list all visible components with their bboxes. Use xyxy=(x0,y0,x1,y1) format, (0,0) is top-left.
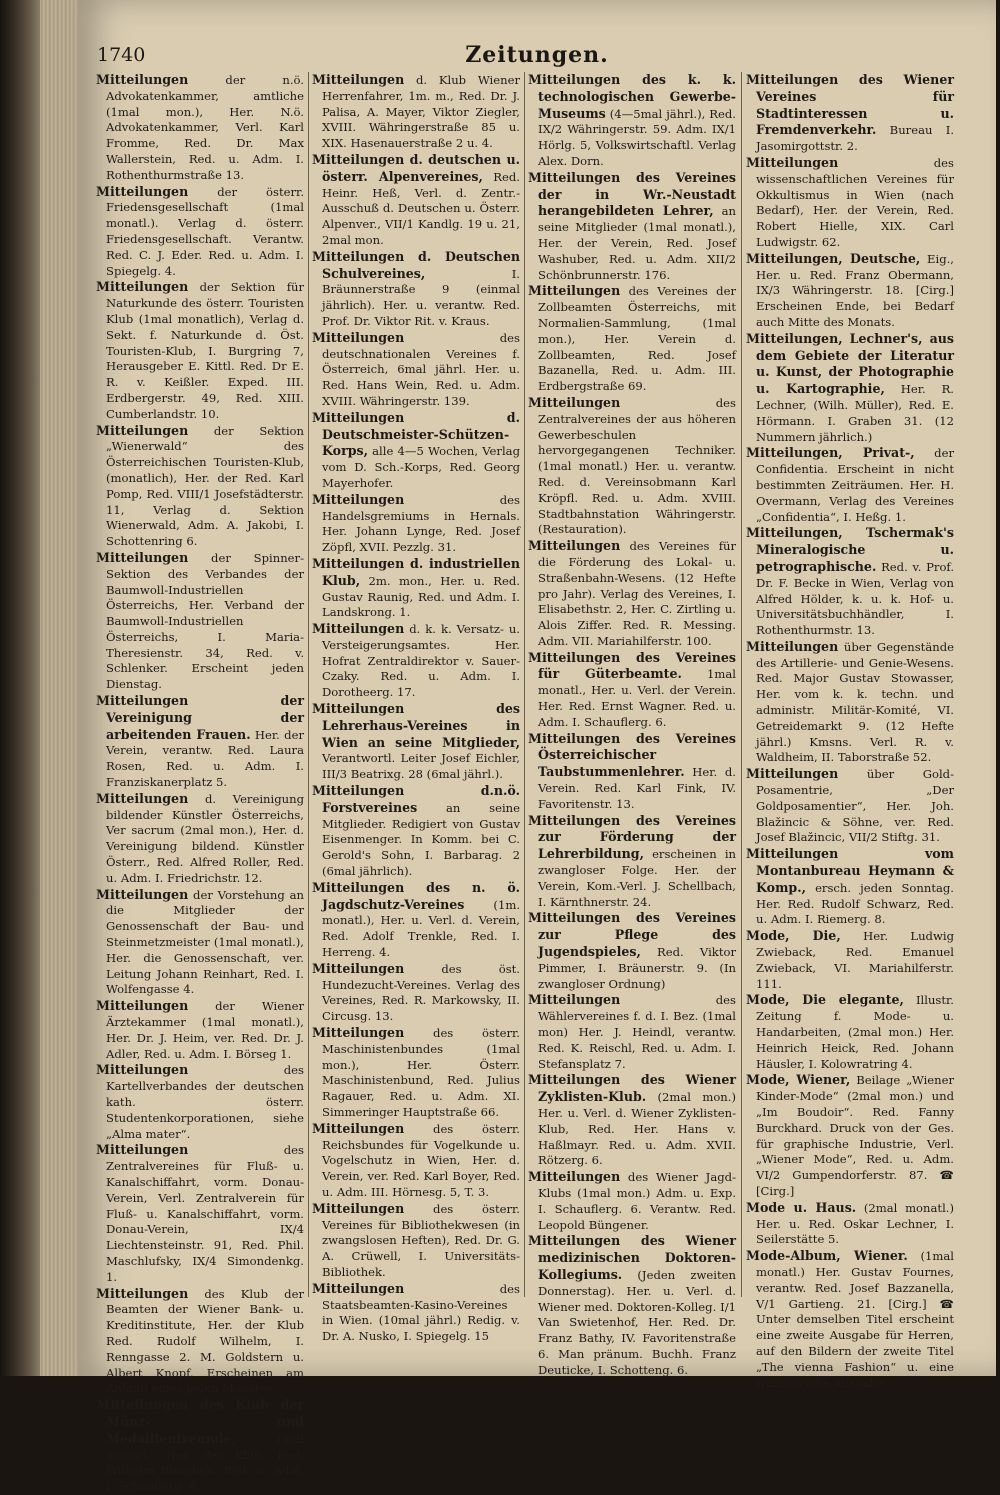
book-binding xyxy=(0,0,40,1376)
entry-heading: Mitteilungen xyxy=(96,1142,189,1158)
directory-entry xyxy=(312,410,520,492)
entry-text: der Spinner-Sektion des Verbandes der Baumwoll-Industriellen Österreichs, Her. Verband der Baumwoll-Industriellen Österreichs, I. Maria-Theresienstr. 34, Red. v. Schlenker. Erscheint jeden Dienstag. xyxy=(106,550,304,692)
directory-entry xyxy=(312,880,520,961)
entry-text: Illustr. Zeitung f. Mode- u. Handarbeiten, (2mal mon.) Her. Heinrich Heick, Red. Johann Häusler, I. Kolowratring 4. xyxy=(756,993,954,1071)
directory-entry xyxy=(528,992,736,1072)
column-rule xyxy=(741,72,742,1297)
directory-entry xyxy=(528,910,736,992)
entry-heading: Mitteilungen des Klub der Münz- und Medaillenfreunde, xyxy=(96,1397,304,1446)
directory-entry xyxy=(312,1121,520,1201)
entry-text: des Kartellverbandes der deutschen kath. österr. Studentenkorporationen, siehe „Alma mater“. xyxy=(106,1063,304,1141)
directory-entry xyxy=(312,1281,520,1345)
entry-heading: Mitteilungen xyxy=(96,72,189,87)
entry-text: 1mal monatl., Her. der Klub, Red. Wilhelm Blaschek, Red. u. Adm. I. Schauflerg. 6. xyxy=(106,1431,304,1494)
entry-heading: Mitteilungen xyxy=(96,886,189,902)
directory-entry xyxy=(312,492,520,556)
entry-heading: Mitteilungen des Vereines für Güterbeamte. xyxy=(528,649,736,682)
entry-heading: Mode-Album, Wiener. xyxy=(746,1248,908,1264)
entry-heading: Mitteilungen des Lehrerhaus-Vereines in Wien an seine Mitglieder, xyxy=(312,701,520,750)
entry-text: des Staatsbeamten-Kasino-Vereines in Wien. (10mal jährl.) Redig. v. Dr. A. Nusko, I. Spiegelg. 15 xyxy=(322,1281,520,1344)
entry-text: des Vereines der Zollbeamten Österreichs, mit Normalien-Sammlung, (1mal mon.), Her. Verein d. Zollbeamten, Red. Josef Bazanella, Red. u. Adm. III. Erdbergstraße 69. xyxy=(538,284,736,394)
entry-heading: Mitteilungen xyxy=(96,183,189,199)
page-number: 1740 xyxy=(97,44,146,66)
entry-heading: Mitteilungen xyxy=(96,1285,189,1301)
directory-entry xyxy=(96,1286,304,1398)
directory-entry xyxy=(312,1025,520,1121)
entry-heading: Mitteilungen des k. k. technologischen Gewerbe-Museums xyxy=(528,72,736,121)
directory-entry xyxy=(528,395,736,538)
entry-heading: Mitteilungen xyxy=(312,1200,405,1216)
entry-text: d. Vereinigung bildender Künstler Österreichs, Ver sacrum (2mal mon.), Her. d. Vereinigung bildend. Künstler Österr., Red. Alfred Roller, Red. u. Adm. I. Friedrichstr. 12. xyxy=(106,791,304,885)
entry-heading: Mitteilungen des Vereines Österreichischer Taubstummenlehrer. xyxy=(528,730,736,780)
directory-entry xyxy=(96,693,304,791)
entry-heading: Mitteilungen xyxy=(528,394,621,410)
entry-heading: Mitteilungen xyxy=(528,538,621,554)
entry-heading: Mitteilungen d. deutschen u. österr. Alpenvereines, xyxy=(312,151,520,184)
entry-heading: Mitteilungen xyxy=(528,992,621,1008)
entry-heading: Mitteilungen xyxy=(312,329,405,345)
entry-text: Beilage „Wiener Kinder-Mode“ (2mal mon.) und „Im Boudoir“. Red. Fanny Burckhard. Druck von der Ges. für graphische Industrie, Verl. „Wiener Mode“, Red. u. Adm. VI/2 Gumpendorferstr. 87. ☎ [Cirg.] xyxy=(756,1073,955,1198)
directory-entry xyxy=(312,72,520,152)
entry-heading: Mitteilungen der Vereinigung der arbeitenden Frauen. xyxy=(96,693,304,742)
entry-text: 2m. mon., Her. u. Red. Gustav Raunig, Red. und Adm. I. Landskrong. 1. xyxy=(322,573,520,620)
entry-text: des wissenschaftlichen Vereines für Okkultismus in Wien (nach Bedarf), Her. der Verein, Red. Robert Hielle, XIX. Carl Ludwigstr. 62. xyxy=(756,155,954,249)
entry-text: des öst. Hundezucht-Vereines. Verlag des Vereines, Red. R. Markowsky, II. Circusg. 13. xyxy=(322,961,520,1024)
directory-entry xyxy=(312,556,520,621)
entry-text: an seine Mitglieder. Redigiert von Gustav Eisenmenger. In Komm. bei C. Gerold's Sohn, I. Barbarag. 2 (6mal jährlich). xyxy=(322,800,520,879)
directory-entry xyxy=(746,766,954,846)
entry-heading: Mitteilungen vom Montanbureau Heymann & Komp., xyxy=(746,846,954,895)
entry-text: (1m. monatl.), Her. u. Verl. d. Verein, Red. Adolf Trenkle, Red. I. Herreng. 4. xyxy=(322,897,520,960)
directory-entry xyxy=(312,1201,520,1281)
entry-heading: Mitteilungen xyxy=(96,790,189,806)
entry-text: der n.ö. Advokatenkammer, amtliche (1mal mon.), Her. N.ö. Advokatenkammer, Verl. Karl Fromme, Red. Dr. Max Wallerstein, Red. u. Adm. I. Rothenthurmstraße 13. xyxy=(106,73,304,182)
directory-entry xyxy=(746,251,954,331)
entry-heading: Mitteilungen xyxy=(96,998,189,1014)
entry-heading: Mitteilungen des Vereines zur Förderung der Lehrerbildung, xyxy=(528,812,736,862)
directory-entry xyxy=(746,992,954,1072)
entry-text: 1mal monatl., Her. u. Verl. der Verein. Her. Red. Ernst Wagner. Red. u. Adm. I. Schauflerg. 6. xyxy=(538,667,736,729)
directory-entry xyxy=(96,72,304,184)
directory-entry xyxy=(528,813,736,911)
entry-text: der Vorstehung an die Mitglieder der Genossenschaft der Bau- und Steinmetzmeister (1mal monatl.), Her. die Genossenschaft, ver. Leitung Johann Reinhart, Red. I. Wolfengasse 4. xyxy=(106,887,304,997)
directory-entry xyxy=(746,72,954,155)
column-2 xyxy=(312,72,520,1344)
directory-entry xyxy=(528,1169,736,1233)
entry-text: Red. v. Prof. Dr. F. Becke in Wien, Verlag von Alfred Hölder, k. u. k. Hof- u. Universitätsbuchhändler, I. Rothenthurmstr. 13. xyxy=(756,559,954,638)
entry-heading: Mitteilungen xyxy=(312,1280,405,1296)
directory-entry xyxy=(312,783,520,880)
entry-heading: Mitteilungen xyxy=(96,422,189,438)
entry-heading: Mitteilungen, Deutsche, xyxy=(746,250,921,266)
directory-entry xyxy=(528,1072,736,1169)
directory-entry xyxy=(312,701,520,783)
entry-heading: Mitteilungen xyxy=(312,1025,405,1041)
entry-heading: Mitteilungen d. Deutschmeister-Schützen-Korps, xyxy=(312,409,520,459)
entry-heading: Mode u. Haus. xyxy=(746,1199,857,1215)
entry-text: des Zentralvereines der aus höheren Gewerbeschulen hervorgegangenen Techniker. (1mal monatl.) Her. u. verantw. Red. d. Vereinsobmann Karl Kröpfl. Red. u. Adm. XVIII. Stadtbahnstation Währingerstr. (Restauration). xyxy=(538,395,736,537)
entry-heading: Mitteilungen xyxy=(746,154,839,170)
directory-entry xyxy=(746,1072,954,1199)
entry-text: (4—5mal jährl.), Red. IX/2 Währingerstr. 59. Adm. IX/1 Hörlg. 5, Volkswirtschaftl. Verlag Alex. Dorn. xyxy=(538,106,736,168)
entry-text: Bureau I. Jasomirgottstr. 2. xyxy=(756,123,954,154)
entry-heading: Mitteilungen xyxy=(528,1169,621,1185)
entry-heading: Mode, Die elegante, xyxy=(746,992,904,1008)
entry-heading: Mitteilungen xyxy=(312,1120,405,1136)
entry-text: Eig., Her. u. Red. Franz Obermann, IX/3 Währingerstr. 18. [Cirg.] Erscheinen Ende, bei Bedarf auch Mitte des Monats. xyxy=(756,251,954,329)
entry-text: (2mal monatl.) Her. u. Red. Oskar Lechner, I. Seilerstätte 5. xyxy=(756,1200,954,1247)
directory-entry xyxy=(746,928,954,992)
entry-text: des Wählervereines f. d. I. Bez. (1mal mon) Her. J. Heindl, verantw. Red. K. Reischl, Red. u. Adm. I. Stefansplatz 7. xyxy=(538,993,736,1071)
directory-entry xyxy=(96,550,304,693)
entry-text: der Wiener Ärztekammer (1mal monatl.), Her. Dr. J. Heim, ver. Red. Dr. J. Adler, Red. u. Adm. I. Börseg 1. xyxy=(106,999,304,1061)
directory-entry xyxy=(528,731,736,813)
directory-entry xyxy=(528,72,736,170)
entry-text: alle 4—5 Wochen, Verlag vom D. Sch.-Korps, Red. Georg Mayerhofer. xyxy=(322,444,520,490)
entry-text: des Zentralvereines für Fluß- u. Kanalschiffahrt, vorm. Donau-Verein, Verl. Zentralverein für Fluß- u. Kanalschiffahrt, vorm. Donau-Verein, IX/4 Liechtensteinstr. 91, Red. Phil. Maschlufsky, IX/4 Simondenkg. 1. xyxy=(106,1143,304,1284)
entry-text: des österr. Vereines für Bibliothekwesen (in zwangslosen Heften), Red. Dr. G. A. Crüwell, I. Universitäts-Bibliothek. xyxy=(322,1201,520,1279)
entry-text: erscheinen in zwangloser Folge. Her. der Verein, Kom.-Verl. J. Schellbach, I. Kärnthnerstr. 24. xyxy=(538,847,736,909)
entry-heading: Mitteilungen xyxy=(746,766,839,782)
entry-text: (2mal mon.) Her. u. Verl. d. Wiener Zyklisten-Klub, Red. Her. Hans v. Haßlmayr. Red. u. Adm. XVII. Rötzerg. 6. xyxy=(538,1090,736,1168)
entry-text: Verantwortl. Leiter Josef Eichler, III/3 Beatrixg. 28 (6mal jährl.). xyxy=(322,751,520,782)
directory-entry xyxy=(746,331,954,446)
directory-entry xyxy=(96,423,304,550)
column-1 xyxy=(96,72,305,1494)
entry-text: ersch. jeden Sonntag. Her. Red. Rudolf Schwarz, Red. u. Adm. I. Riemerg. 8. xyxy=(756,880,954,927)
entry-text: der Sektion für Naturkunde des österr. Touristen Klub (1mal monatlich), Verlag d. Sekt. f. Naturkunde d. Öst. Touristen-Klub, I. Burgring 7, Herausgeber E. Kittl. Red. Dr E. R. v. Keißler. Exped. III. Erdbergerstr. 49, Red. XIII. Cumberlandstr. 10. xyxy=(106,280,304,421)
entry-heading: Mode, Die, xyxy=(746,928,841,944)
directory-entry xyxy=(96,1397,304,1495)
column-3 xyxy=(528,72,736,1377)
directory-entry xyxy=(528,283,736,395)
entry-text: Her. Ludwig Zwieback, Red. Emanuel Zwieback, VI. Mariahilferstr. 111. xyxy=(756,929,955,991)
directory-entry xyxy=(746,1248,954,1391)
column-rule xyxy=(524,72,525,1297)
entry-heading: Mitteilungen des n. ö. Jagdschutz-Vereines xyxy=(312,879,520,912)
entry-text: Red. Heinr. Heß, Verl. d. Zentr.-Ausschuß d. Deutschen u. Österr. Alpenver., VII/1 Kandlg. 19 u. 21, 2mal mon. xyxy=(322,169,520,247)
entry-text: des Vereines für die Förderung des Lokal- u. Straßenbahn-Wesens. (12 Hefte pro Jahr). Verlag des Vereines, I. Elisabethstr. 2, Her. C. Zirtling u. Alois Ziffer. Red. R. Messing. Adm. VII. Mariahilferstr. 100. xyxy=(538,539,736,648)
directory-entry xyxy=(312,621,520,701)
entry-heading: Mitteilungen d. Deutschen Schulvereines, xyxy=(312,248,520,281)
page-header xyxy=(97,42,977,70)
directory-entry xyxy=(96,1142,304,1285)
entry-heading: Mitteilungen xyxy=(746,638,839,654)
entry-text: über Gold-Posamentrie, „Der Goldposamentier“, Her. Joh. Blažincic & Söhne, ver. Red. Josef Blažincic, VII/2 Stiftg. 31. xyxy=(756,767,954,845)
entry-heading: Mitteilungen xyxy=(312,621,405,637)
directory-entry xyxy=(312,249,520,330)
entry-text: der Sektion „Wienerwald“ des Österreichischen Touristen-Klub, (monatlich), Her. der Red. Karl Pomp, Red. VIII/1 Josefstädterstr. 11, Verlag d. Sektion Wienerwald, Adm. A. Jakobi, I. Schottenring 6. xyxy=(106,423,304,549)
entry-text: Her. d. Verein. Red. Karl Fink, IV. Favoritenstr. 13. xyxy=(538,765,736,811)
entry-heading: Mitteilungen xyxy=(312,491,405,507)
directory-entry xyxy=(746,155,954,251)
entry-heading: Mitteilungen des Vereines der in Wr.-Neustadt herangebildeten Lehrer, xyxy=(528,169,736,219)
page-title: Zeitungen. xyxy=(465,42,609,68)
entry-text: Her. der Verein, verantw. Red. Laura Rosen, Red. u. Adm. I. Franziskanerplatz 5. xyxy=(106,727,305,790)
entry-text: d. Klub Wiener Herrenfahrer, 1m. m., Red. Dr. J. Palisa, A. Mayer, Viktor Ziegler, XVIII. Währingerstraße 85 u. XIX. Hasenauerstraße 2 u. 4. xyxy=(322,73,520,151)
entry-heading: Mitteilungen, Privat-, xyxy=(746,445,915,461)
directory-entry xyxy=(96,887,304,999)
entry-heading: Mitteilungen, Lechner's, aus dem Gebiete der Literatur u. Kunst, der Photographie u. Kartographie, xyxy=(746,330,954,397)
directory-entry xyxy=(746,1200,954,1248)
directory-entry xyxy=(746,525,954,639)
entry-text: des Klub der Beamten der Wiener Bank- u. Kreditinstitute, Her. der Klub Red. Rudolf Wilhelm, I. Renngasse 2. M. Goldstern u. Albert Knopf. Erscheinen am Anfang eines jeden Monates. xyxy=(106,1286,304,1396)
directory-entry xyxy=(746,846,954,928)
directory-entry xyxy=(528,170,736,284)
entry-text: (Jeden zweiten Donnerstag). Her. u. Verl. d. Wiener med. Doktoren-Kolleg. I/1 Van Swietenhof, Her. Red. Dr. Franz Bathy, IV. Favoritenstraße 6. Man pränum. Buchh. Franz Deuticke, I. Schotteng. 6. xyxy=(538,1267,736,1377)
entry-heading: Mitteilungen xyxy=(96,549,189,565)
directory-entry xyxy=(96,279,304,422)
entry-heading: Mitteilungen des Wiener Vereines für Stadtinteressen u. Fremdenverkehr. xyxy=(746,72,954,138)
entry-heading: Mitteilungen d.n.ö. Forstvereines xyxy=(312,783,520,815)
entry-text: über Gegenstände des Artillerie- und Genie-Wesens. Red. Major Gustav Stowasser, Her. vom k. k. techn. und administr. Militär-Komité, VI. Getreidemarkt 9. (12 Hefte jährl.) Kmsns. Verl. R. v. Waldheim, II. Taborstraße 52. xyxy=(756,639,954,765)
directory-entry xyxy=(96,1062,304,1142)
directory-entry xyxy=(96,998,304,1062)
entry-text: an seine Mitglieder (1mal monatl.), Her. der Verein, Red. Josef Washuber, Red. u. Adm. XII/2 Schönbrunnerstr. 176. xyxy=(538,204,736,282)
entry-text: I. Bräunnerstraße 9 (einmal jährlich). Her. u. verantw. Red. Prof. Dr. Viktor Rit. v. Kraus. xyxy=(322,266,520,328)
directory-entry xyxy=(96,184,304,280)
entry-text: (1mal monatl.) Her. Gustav Fournes, verantw. Red. Josef Bazzanella, V/1 Gartieng. 21. [Cirg.] ☎ Unter demselben Titel erscheint eine zweite Ausgabe für Herren, auf den Bildern der zweite Titel „The vienna Fashion“ u. eine französische Ausgabe. xyxy=(756,1249,955,1390)
entry-heading: Mitteilungen xyxy=(312,960,405,976)
directory-entry xyxy=(528,650,736,731)
column-4 xyxy=(746,72,955,1390)
entry-heading: Mode, Wiener, xyxy=(746,1072,851,1088)
entry-text: des Handelsgremiums in Hernals. Her. Johann Lynge, Red. Josef Zöpfl, XVII. Pezzlg. 31. xyxy=(322,492,520,555)
entry-heading: Mitteilungen d. industriellen Klub, xyxy=(312,555,520,588)
entry-heading: Mitteilungen des Wiener Zyklisten-Klub. xyxy=(528,1072,736,1105)
entry-heading: Mitteilungen xyxy=(96,1062,189,1078)
directory-entry xyxy=(528,1233,736,1378)
entry-heading: Mitteilungen, Tschermak's Mineralogische u. petrographische. xyxy=(746,525,954,574)
entry-text: des österr. Reichsbundes für Vogelkunde u. Vogelschutz in Wien, Her. d. Verein, ver. Red. Karl Boyer, Red. u. Adm. III. Hörnesg. 5, T. 3. xyxy=(322,1121,520,1199)
entry-text: des österr. Maschinistenbundes (1mal mon.), Her. Österr. Maschinistenbund, Red. Julius Ragauer, Red. u. Adm. XI. Simmeringer Hauptstraße 66. xyxy=(322,1026,520,1119)
entry-heading: Mitteilungen des Wiener medizinischen Doktoren-Kollegiums. xyxy=(528,1233,736,1282)
entry-text: der Confidentia. Erscheint in nicht bestimmten Zeiträumen. Her. H. Overmann, Verlag des Vereines „Confidentia“, I. Heßg. 1. xyxy=(756,446,954,524)
entry-heading: Mitteilungen xyxy=(312,72,405,87)
entry-text: des Wiener Jagd-Klubs (1mal mon.) Adm. u. Exp. I. Schauflerg. 6. Verantw. Red. Leopold Büngener. xyxy=(538,1170,736,1232)
directory-entry xyxy=(312,330,520,410)
entry-heading: Mitteilungen xyxy=(96,279,189,295)
entry-heading: Mitteilungen xyxy=(528,283,621,299)
column-rule xyxy=(308,72,309,1297)
directory-entry xyxy=(528,538,736,650)
entry-text: des deutschnationalen Vereines f. Österreich, 6mal jährl. Her. u. Red. Hans Wein, Red. u. Adm. XVIII. Währingerstr. 139. xyxy=(322,330,520,408)
directory-entry xyxy=(746,445,954,525)
directory-entry xyxy=(312,152,520,249)
entry-text: Red. Viktor Pimmer, I. Bräunerstr. 9. (In zwangloser Ordnung) xyxy=(538,945,736,991)
entry-text: d. k. k. Versatz- u. Versteigerungsamtes. Her. Hofrat Zentraldirektor v. Sauer-Czaky. Red. u. Adm. I. Dorotheerg. 17. xyxy=(322,622,520,700)
entry-heading: Mitteilungen des Vereines zur Pflege des Jugendspieles, xyxy=(528,910,736,960)
entry-text: der österr. Friedensgesellschaft (1mal monatl.). Verlag d. österr. Friedensgesellschaft. Verantw. Red. C. J. Eder. Red. u. Adm. I. Spiegelg. 4. xyxy=(106,184,304,278)
directory-entry xyxy=(96,791,304,887)
entry-text: Her. R. Lechner, (Wilh. Müller), Red. E. Hörmann. I. Graben 31. (12 Nummern jährlich.) xyxy=(756,382,954,444)
directory-entry xyxy=(312,961,520,1025)
directory-entry xyxy=(746,639,954,766)
